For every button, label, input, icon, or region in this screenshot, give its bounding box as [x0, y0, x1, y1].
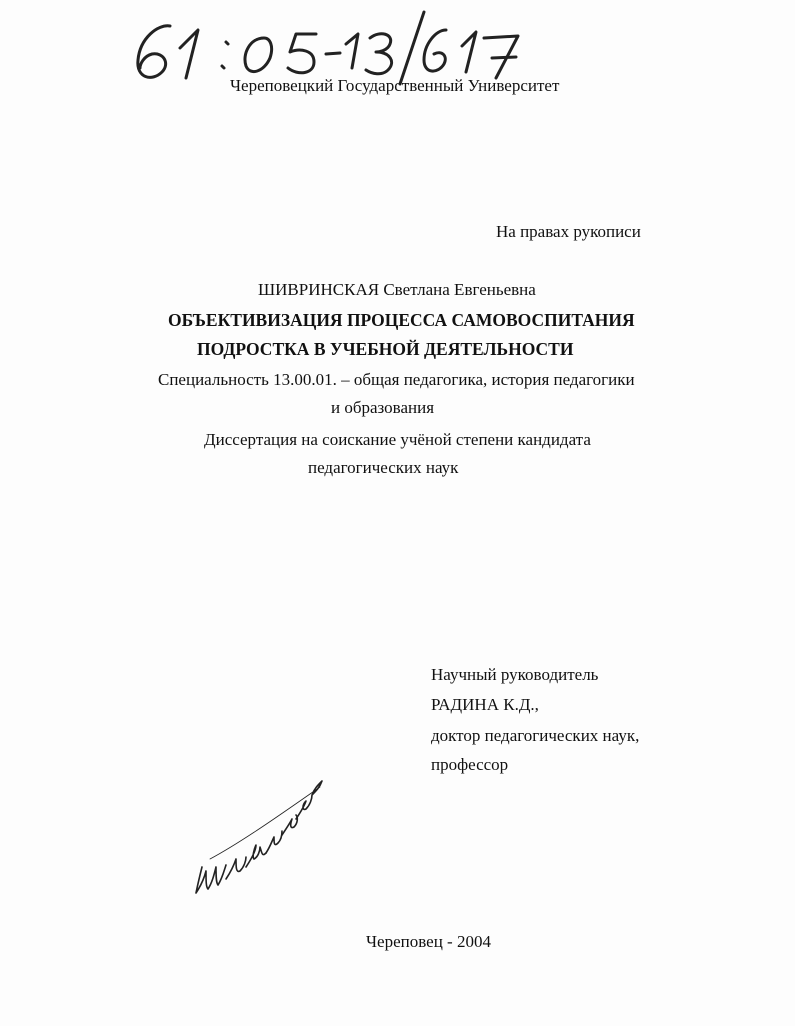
- university-name: Череповецкий Государственный Университет: [230, 76, 560, 95]
- handwritten-signature: [190, 775, 330, 905]
- dissertation-title-line-2: ПОДРОСТКА В УЧЕБНОЙ ДЕЯТЕЛЬНОСТИ: [197, 339, 574, 359]
- specialty-line-2: и образования: [331, 398, 435, 417]
- supervisor-name: РАДИНА К.Д.,: [431, 695, 539, 714]
- manuscript-rights-note: На правах рукописи: [496, 222, 641, 241]
- author-name: ШИВРИНСКАЯ Светлана Евгеньевна: [258, 280, 536, 299]
- supervisor-label: Научный руководитель: [431, 665, 599, 684]
- degree-line-1: Диссертация на соискание учёной степени кандидата: [204, 430, 591, 449]
- degree-line-2: педагогических наук: [308, 458, 459, 477]
- specialty-line-1: Специальность 13.00.01. – общая педагогика, история педагогики: [158, 370, 635, 389]
- supervisor-title: профессор: [431, 755, 509, 774]
- supervisor-degree: доктор педагогических наук,: [431, 726, 640, 745]
- dissertation-title-line-1: ОБЪЕКТИВИЗАЦИЯ ПРОЦЕССА САМОВОСПИТАНИЯ: [168, 310, 635, 330]
- city-year: Череповец - 2004: [366, 932, 491, 951]
